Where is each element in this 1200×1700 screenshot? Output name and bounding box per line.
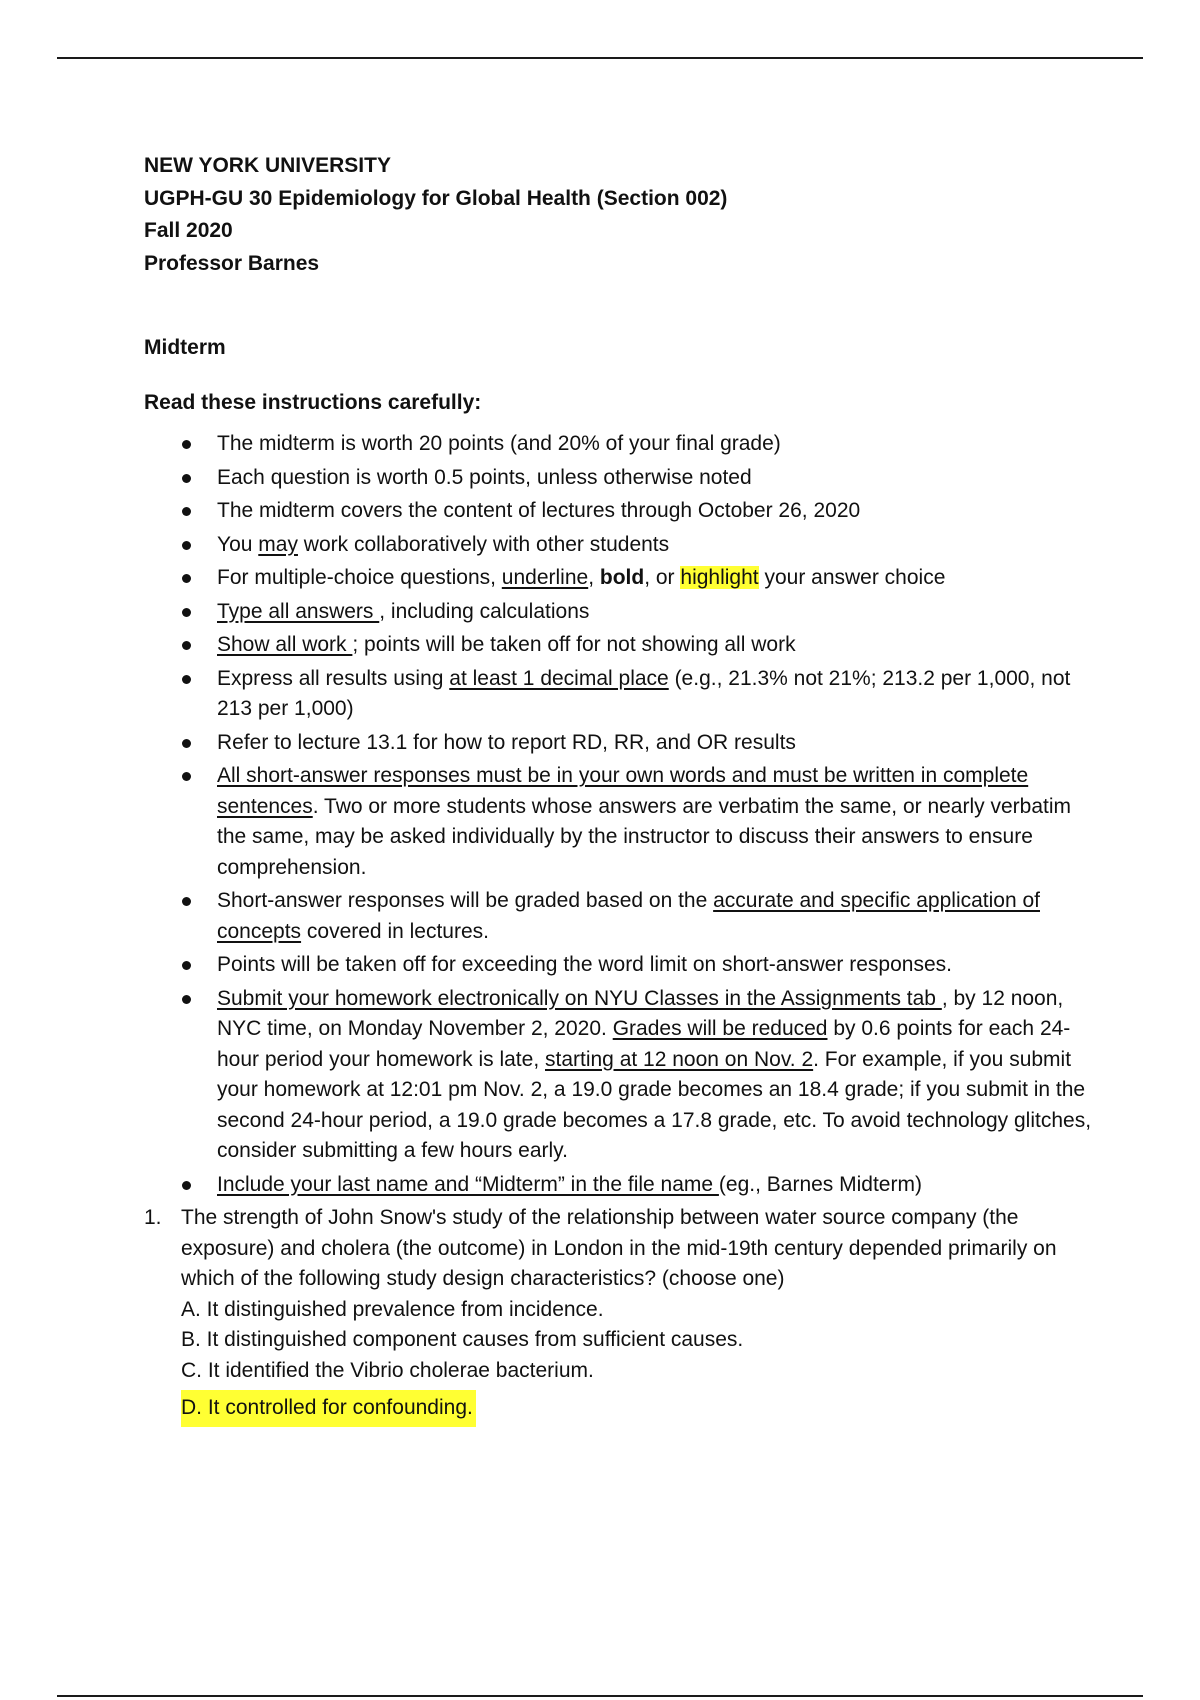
- list-item: You may work collaboratively with other students: [144, 530, 1094, 561]
- list-item: Refer to lecture 13.1 for how to report RD, RR, and OR results: [144, 728, 1094, 759]
- exam-title: Midterm: [144, 336, 226, 359]
- university-name: NEW YORK UNIVERSITY: [144, 154, 391, 177]
- bullet-icon: [182, 897, 191, 906]
- list-item: Short-answer responses will be graded based on the accurate and specific application of concepts covered in lectures.: [144, 886, 1094, 947]
- bullet-icon: [182, 1181, 191, 1190]
- list-item: The midterm covers the content of lectures through October 26, 2020: [144, 496, 1094, 527]
- list-item: Show all work ; points will be taken off for not showing all work: [144, 630, 1094, 661]
- list-item: Type all answers , including calculations: [144, 597, 1094, 628]
- bullet-icon: [182, 641, 191, 650]
- bottom-rule: [57, 1695, 1143, 1697]
- list-item: The midterm is worth 20 points (and 20% of your final grade): [144, 429, 1094, 460]
- bullet-icon: [182, 608, 191, 617]
- list-item: Points will be taken off for exceeding the word limit on short-answer responses.: [144, 950, 1094, 981]
- answer-options: [181, 1295, 1094, 1427]
- bullet-icon: [182, 772, 191, 781]
- bullet-icon: [182, 541, 191, 550]
- list-item: Express all results using at least 1 decimal place (e.g., 21.3% not 21%; 213.2 per 1,000, not 213 per 1,000): [144, 664, 1094, 725]
- list-item: Each question is worth 0.5 points, unless otherwise noted: [144, 463, 1094, 494]
- list-item: Include your last name and “Midterm” in the file name (eg., Barnes Midterm): [144, 1170, 1094, 1201]
- list-item: All short-answer responses must be in your own words and must be written in complete sentences. Two or more students whose answers are verbatim the same, or nearly verbatim the same, may be asked individually by the instructor to discuss their answers to ensure comprehension.: [144, 761, 1094, 883]
- instructions-list: [144, 429, 1094, 1200]
- question-number: 1.: [144, 1206, 162, 1229]
- bullet-icon: [182, 675, 191, 684]
- option-b: B. It distinguished component causes from sufficient causes.: [181, 1328, 744, 1351]
- bullet-icon: [182, 995, 191, 1004]
- document-header: [144, 150, 1094, 280]
- option-d-selected-answer: D. It controlled for confounding.: [181, 1390, 476, 1427]
- option-c: C. It identified the Vibrio cholerae bacterium.: [181, 1358, 594, 1382]
- bullet-icon: [182, 507, 191, 516]
- top-rule: [57, 57, 1143, 59]
- list-item: Submit your homework electronically on NYU Classes in the Assignments tab , by 12 noon, NYC time, on Monday November 2, 2020. Grades will be reduced by 0.6 points for each 24-hour period your homework is late, starting at 12 noon on Nov. 2. For example, if you submit your homework at 12:01 pm Nov. 2, a 19.0 grade becomes an 18.4 grade; if you submit in the second 24-hour period, a 19.0 grade becomes a 17.8 grade, etc. To avoid technology glitches, consider submitting a few hours early.: [144, 984, 1094, 1167]
- question-1: [144, 1203, 1094, 1427]
- list-item: For multiple-choice questions, underline, bold, or highlight your answer choice: [144, 563, 1094, 594]
- term: Fall 2020: [144, 219, 233, 242]
- bullet-icon: [182, 574, 191, 583]
- instructions-title: Read these instructions carefully:: [144, 390, 482, 414]
- option-a: A. It distinguished prevalence from incidence.: [181, 1297, 604, 1321]
- question-text: The strength of John Snow's study of the relationship between water source company (the exposure) and cholera (the outcome) in London in the mid-19th century depended primarily on which of the following study design characteristics? (choose one): [181, 1206, 1057, 1290]
- course-title: UGPH-GU 30 Epidemiology for Global Health (Section 002): [144, 186, 728, 210]
- bullet-icon: [182, 440, 191, 449]
- bullet-icon: [182, 474, 191, 483]
- bullet-icon: [182, 961, 191, 970]
- document-body: [144, 150, 1094, 1427]
- professor-name: Professor Barnes: [144, 251, 320, 275]
- bullet-icon: [182, 739, 191, 748]
